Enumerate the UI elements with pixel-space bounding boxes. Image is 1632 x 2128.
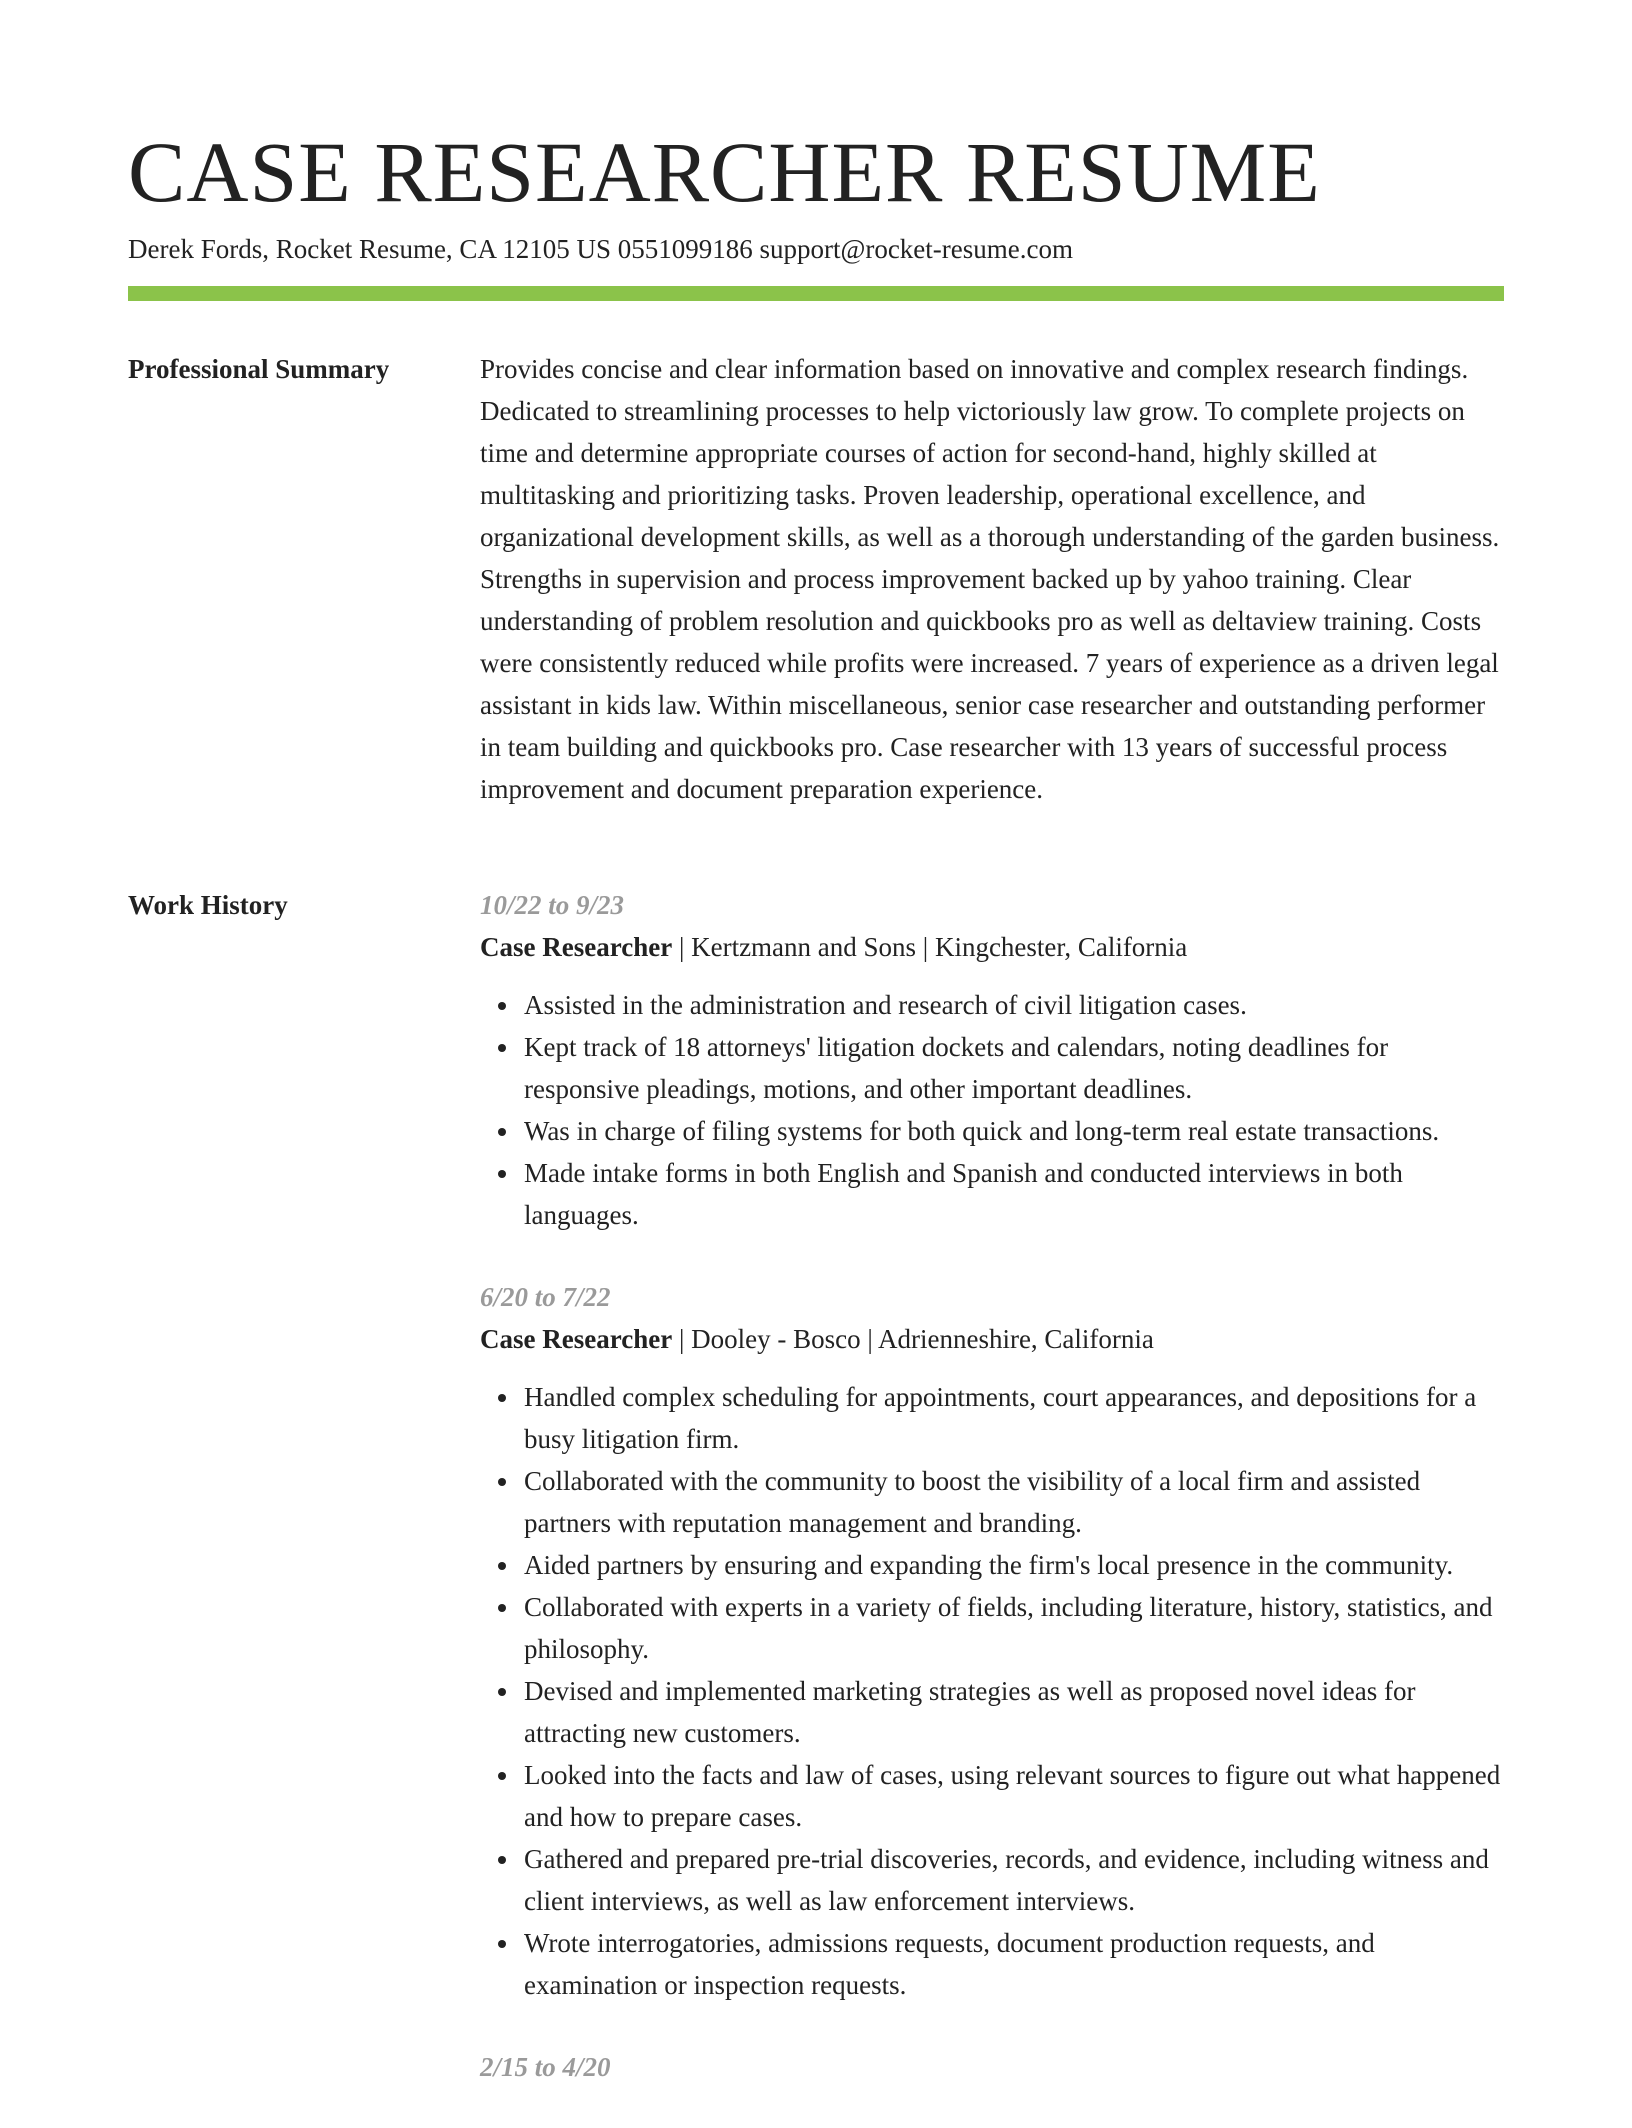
- job-bullet: Made intake forms in both English and Spanish and conducted interviews in both languages.: [524, 1152, 1504, 1236]
- summary-body: [480, 348, 1504, 810]
- job-heading: [480, 926, 1504, 968]
- work-history-label: Work History: [128, 890, 288, 920]
- resume-title: CASE RESEARCHER RESUME: [128, 124, 1321, 220]
- work-history-body: [480, 884, 1504, 2128]
- job-bullets: [480, 1376, 1504, 2006]
- job-bullets: [480, 984, 1504, 1236]
- job-bullet: Looked into the facts and law of cases, using relevant sources to figure out what happened and how to prepare cases.: [524, 1754, 1504, 1838]
- job-bullet: Collaborated with experts in a variety of fields, including literature, history, statistics, and philosophy.: [524, 1586, 1504, 1670]
- job-entry: [480, 1276, 1504, 2006]
- job-dates: 10/22 to 9/23: [480, 890, 625, 920]
- job-entry: [480, 2046, 1504, 2088]
- header-divider: [128, 286, 1504, 301]
- job-heading: [480, 1318, 1504, 1360]
- contact-line: Derek Fords, Rocket Resume, CA 12105 US 0551099186 support@rocket-resume.com: [128, 234, 1073, 264]
- job-bullet: Devised and implemented marketing strategies as well as proposed novel ideas for attracting new customers.: [524, 1670, 1504, 1754]
- job-details: | Dooley - Bosco | Adrienneshire, California: [672, 1324, 1154, 1354]
- job-bullet: Assisted in the administration and research of civil litigation cases.: [524, 984, 1504, 1026]
- summary-text: Provides concise and clear information based on innovative and complex research findings. Dedicated to streamlining processes to help victoriously law grow. To complete projects on time and determine appropriate courses of action for second-hand, highly skilled at multitasking and prioritizing tasks. Proven leadership, operational excellence, and organizational development skills, as well as a thorough understanding of the garden business. Strengths in supervision and process improvement backed up by yahoo training. Clear understanding of problem resolution and quickbooks pro as well as deltaview training. Costs were consistently reduced while profits were increased. 7 years of experience as a driven legal assistant in kids law. Within miscellaneous, senior case researcher and outstanding performer in team building and quickbooks pro. Case researcher with 13 years of successful process improvement and document preparation experience.: [480, 354, 1500, 804]
- job-dates: 6/20 to 7/22: [480, 1282, 611, 1312]
- job-bullet: Handled complex scheduling for appointments, court appearances, and depositions for a busy litigation firm.: [524, 1376, 1504, 1460]
- job-role: Case Researcher: [480, 1324, 673, 1354]
- summary-label: Professional Summary: [128, 354, 390, 384]
- job-bullet: Kept track of 18 attorneys' litigation dockets and calendars, noting deadlines for responsive pleadings, motions, and other important deadlines.: [524, 1026, 1504, 1110]
- job-bullet: Wrote interrogatories, admissions requests, document production requests, and examination or inspection requests.: [524, 1922, 1504, 2006]
- job-entry: [480, 884, 1504, 1236]
- job-role: Case Researcher: [480, 932, 673, 962]
- job-details: | Kertzmann and Sons | Kingchester, California: [672, 932, 1188, 962]
- job-dates: 2/15 to 4/20: [480, 2052, 611, 2082]
- job-bullet: Collaborated with the community to boost the visibility of a local firm and assisted partners with reputation management and branding.: [524, 1460, 1504, 1544]
- job-bullet: Aided partners by ensuring and expanding the firm's local presence in the community.: [524, 1544, 1504, 1586]
- job-bullet: Was in charge of filing systems for both quick and long-term real estate transactions.: [524, 1110, 1504, 1152]
- job-bullet: Gathered and prepared pre-trial discoveries, records, and evidence, including witness and client interviews, as well as law enforcement interviews.: [524, 1838, 1504, 1922]
